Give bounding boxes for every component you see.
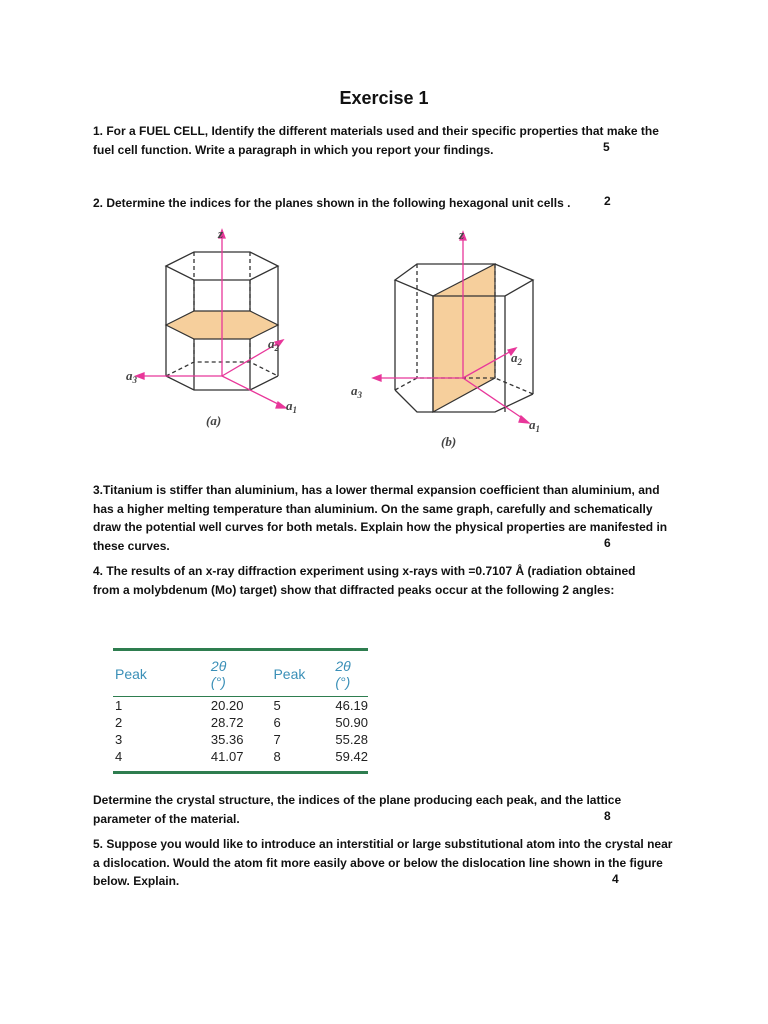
table-header: 2θ (°) — [210, 658, 227, 690]
table-cell: 2 — [115, 715, 123, 730]
question-5-points: 4 — [612, 872, 619, 886]
table-row — [113, 697, 368, 715]
z-axis-label: z — [218, 226, 224, 241]
table-cell: 55.28 — [335, 732, 368, 747]
question-4-followup: Determine the crystal structure, the indices of the plane producing each peak, and the lattice parameter of the material. — [93, 793, 622, 826]
a1-axis-label: $a_1$ — [286, 398, 297, 415]
table-header: 2θ (°) — [335, 658, 351, 690]
question-3-text: 3.Titanium is stiffer than aluminium, has a lower thermal expansion coefficient than aluminium, and has a higher melting temperature than aluminium. On the same graph, carefully and schematically draw the potential well curves for both metals. Explain how the physical properties are manifested in these curves. — [93, 483, 668, 553]
table-row — [113, 731, 368, 748]
table-cell: 46.19 — [335, 698, 368, 713]
a2-axis-label: $a_2$ — [268, 336, 279, 353]
table-cell: 7 — [273, 732, 281, 747]
hexagonal-cell-figure-b — [345, 222, 555, 452]
question-1-points: 5 — [603, 140, 610, 154]
a2-axis-label: $a_2$ — [511, 350, 522, 367]
table-cell: 1 — [115, 698, 123, 713]
table-cell: 35.36 — [210, 732, 244, 747]
figure-b-caption: (b) — [441, 434, 457, 449]
table-cell: 6 — [273, 715, 281, 730]
figure-a-caption: (a) — [206, 413, 222, 428]
question-4-points: 8 — [604, 809, 611, 823]
question-4-text: 4. The results of an x-ray diffraction experiment using x-rays with =0.7107 Å (radiation obtained from a molybdenum (Mo) target) show that diffracted peaks occur at the following 2 angles: — [93, 564, 636, 597]
table-header: Peak — [115, 666, 147, 682]
question-2-text: 2. Determine the indices for the planes shown in the following hexagonal unit cells . — [93, 196, 571, 210]
a1-axis-label: $a_1$ — [529, 417, 540, 434]
table-cell: 20.20 — [210, 698, 244, 713]
table-cell: 5 — [273, 698, 281, 713]
table-cell: 3 — [115, 732, 123, 747]
table-row — [113, 748, 368, 773]
question-2-points: 2 — [604, 194, 611, 208]
z-axis-label: z — [459, 227, 465, 242]
question-1-text: 1. For a FUEL CELL, Identify the different materials used and their specific properties that make the fuel cell function. Write a paragraph in which you report your findings. — [93, 124, 659, 157]
a3-axis-label: $a_3$ — [351, 383, 362, 400]
table-cell: 8 — [273, 749, 281, 764]
table-cell: 4 — [115, 749, 123, 764]
shaded-plane — [433, 264, 495, 412]
question-5-text: 5. Suppose you would like to introduce an interstitial or large substitutional atom into the crystal near a dislocation. Would the atom fit more easily above or below the dislocation line shown in the figure below. Explain. — [93, 837, 673, 888]
table-cell: 41.07 — [210, 749, 244, 764]
table-row — [113, 714, 368, 731]
table-cell: 28.72 — [210, 715, 244, 730]
table-header: Peak — [273, 666, 306, 682]
question-3-points: 6 — [604, 536, 611, 550]
a3-axis-label: $a_3$ — [126, 368, 137, 385]
table-cell: 50.90 — [335, 715, 368, 730]
hexagonal-cell-figure-a — [118, 222, 318, 432]
page-title: Exercise 1 — [339, 88, 429, 108]
table-header-row — [113, 650, 368, 697]
table-cell: 59.42 — [335, 749, 368, 764]
xrd-peaks-table — [113, 648, 368, 774]
